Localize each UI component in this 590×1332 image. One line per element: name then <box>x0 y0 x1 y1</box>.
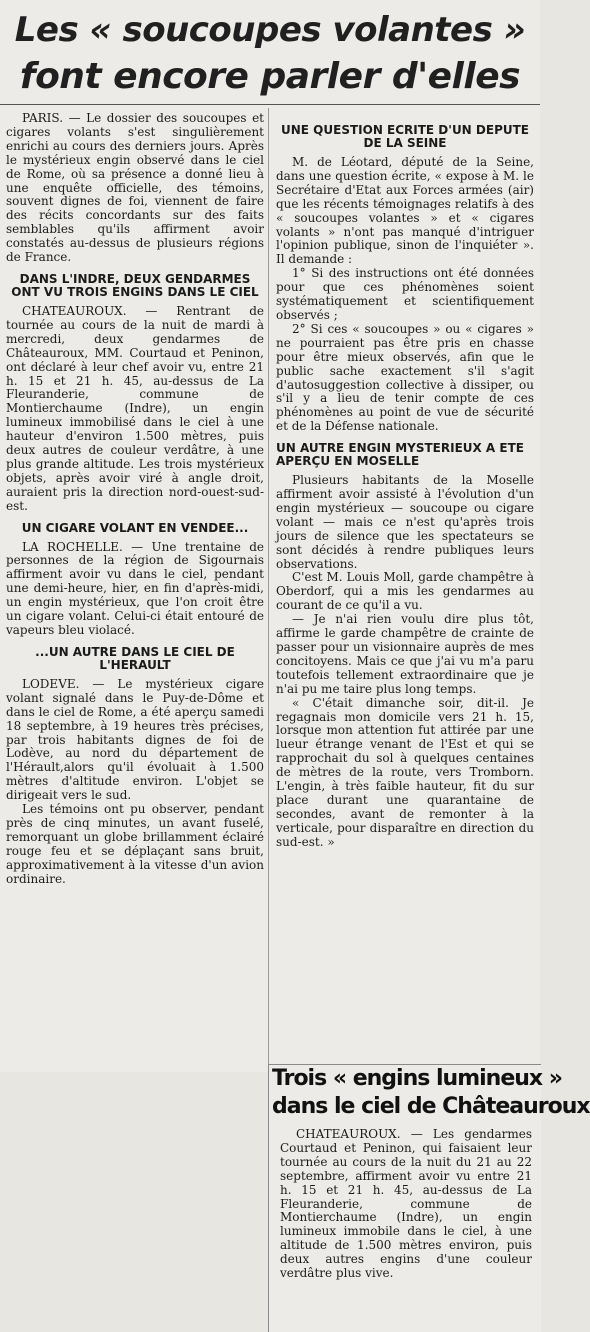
second-headline-line-2: dans le ciel de Châteauroux <box>272 1094 590 1119</box>
article-paragraph: Plusieurs habitants de la Moselle affirment avoir assisté à l'évolution d'un engin mystérieux — soucoupe ou cigare volant — mais ce n'est qu'après trois jours de silence que les spectateurs se sont décidés à rendre publiques leurs observations. <box>276 473 534 571</box>
section-subheading: UN AUTRE ENGIN MYSTERIEUX A ETE APERÇU EN MOSELLE <box>276 441 524 469</box>
article-paragraph: « C'était dimanche soir, dit-il. Je regagnais mon domicile vers 21 h. 15, lorsque mon attention fut attirée par une lueur étrange venant de l'Est et qui se rapprochait du sol à quelques centaines de mètres de la route, vers Tromborn. L'engin, à très faible hauteur, fit du sur place durant une quarantaine de secondes, avant de remonter à la verticale, pour disparaître en direction du sud-est. » <box>276 695 534 849</box>
article-paragraph: — Je n'ai rien voulu dire plus tôt, affirme le garde champêtre de crainte de passer pour un visionnaire auprès de mes concitoyens. Mais ce que j'ai vu m'a paru toutefois tellement extraordinaire que je n'ai pu me taire plus long temps. <box>276 612 534 696</box>
article-paragraph: Les témoins ont pu observer, pendant près de cinq minutes, un avant fuselé, remorquant un globe brillamment éclairé rouge feu et se déplaçant sans bruit, approximativement à la vitesse d'un avion ordinaire. <box>6 802 264 886</box>
headline-rule <box>0 104 540 105</box>
article-paragraph: 1° Si des instructions ont été données pour que ces phénomènes soient systématiquement et scientifiquement observés ; <box>276 266 534 322</box>
second-clipping-body <box>280 1128 532 1281</box>
headline-line-2: font encore parler d'elles <box>19 56 521 97</box>
second-clipping-paragraph: CHATEAUROUX. — Les gendarmes Courtaud et Peninon, qui faisaient leur tournée au cours de la nuit du 21 au 22 septembre, affirment avoir vu entre 21 h. 15 et 21 h. 45, au-dessus de La Fleuranderie, commune de Montierchaume (Indre), un engin lumineux immobile dans le ciel, à une altitude de 1.500 mètres environ, puis deux autres engins d'une couleur verdâtre plus vive. <box>280 1127 532 1281</box>
article-paragraph: CHATEAUROUX. — Rentrant de tournée au cours de la nuit de mardi à mercredi, deux gendarmes de Châteauroux, MM. Courtaud et Peninon, ont déclaré à leur chef avoir vu, entre 21 h. 15 et 21 h. 45, au-dessus de La Fleuranderie, commune de Montierchaume (Indre), un engin lumineux immobilisé dans le ciel à une hauteur d'environ 1.500 mètres, puis deux autres de couleur verdâtre, à une plus grande altitude. Les trois mystérieux objets, après avoir viré à angle droit, auraient pris la direction nord-ouest-sud-est. <box>6 303 264 513</box>
article-paragraph: LA ROCHELLE. — Une trentaine de personnes de la région de Sigournais affirment avoir vu dans le ciel, pendant une demi-heure, hier, en fin d'après-midi, un engin mystérieux, que l'on croit être un cigare volant. Celui-ci était entouré de vapeurs bleu violacé. <box>6 539 264 637</box>
headline-line-1: Les « soucoupes volantes » <box>14 10 526 50</box>
section-subheading: UNE QUESTION ECRITE D'UN DEPUTE DE LA SEINE <box>281 123 529 150</box>
section-subheading: DANS L'INDRE, DEUX GENDARMES ONT VU TROIS ENGINS DANS LE CIEL <box>11 271 259 299</box>
second-headline-line-1: Trois « engins lumineux » <box>272 1066 562 1091</box>
article-paragraph: C'est M. Louis Moll, garde champêtre à Oberdorf, qui a mis les gendarmes au courant de ce qu'il a vu. <box>276 570 534 613</box>
section-subheading: UN CIGARE VOLANT EN VENDEE... <box>21 520 249 535</box>
article-paragraph: M. de Léotard, député de la Seine, dans une question écrite, « expose à M. le Secrétaire d'Etat aux Forces armées (air) que les récents témoignages relatifs à des « soucoupes volantes » et « cigares volants » n'ont pas manqué d'intriguer l'opinion publique, sinon de l'inquiéter ». Il demande : <box>276 155 534 267</box>
article-paragraph: LODEVE. — Le mystérieux cigare volant signalé dans le Puy-de-Dôme et dans le ciel de Rome, a été aperçu samedi 18 septembre, à 19 heures très précises, par trois habitants dignes de foi de Lodève, au nord du département de l'Hérault,alors qu'il évoluait à 1.500 mètres d'altitude environ. L'objet se dirigeait vers le sud. <box>6 676 264 803</box>
column-divider <box>268 108 269 1070</box>
right-column <box>276 116 534 850</box>
article-paragraph: PARIS. — Le dossier des soucoupes et cigares volants s'est singulièrement enrichi au cours des derniers jours. Après le mystérieux engin observé dans le ciel de Rome, où sa présence a donné lieu à une enquête officielle, des témoins, souvent dignes de foi, viennent de faire des récits concordants sur des faits semblables qu'ils affirment avoir constatés au-dessus de plusieurs régions de France. <box>6 111 264 265</box>
left-column <box>6 112 264 887</box>
section-subheading: ...UN AUTRE DANS LE CIEL DE L'HERAULT <box>35 644 235 672</box>
article-paragraph: 2° Si ces « soucoupes » ou « cigares » ne pourraient pas être pris en chasse pour être mieux observés, afin que le public sache exactement s'il s'agit d'autosuggestion collective à dissiper, ou s'il y a lieu de tenir compte de ces phénomènes au point de vue de sécurité et de la Défense nationale. <box>276 321 534 434</box>
